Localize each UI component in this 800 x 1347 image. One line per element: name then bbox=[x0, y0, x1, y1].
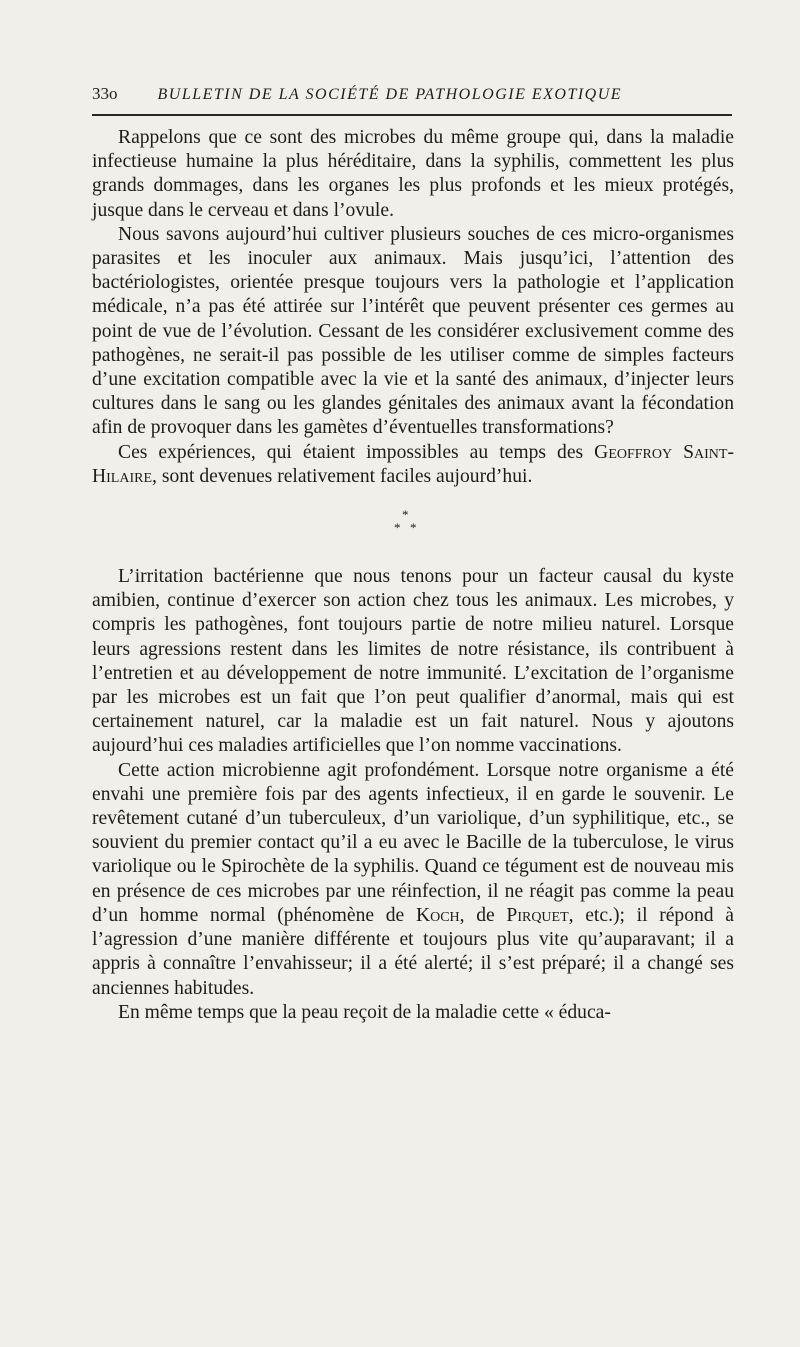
running-title: BULLETIN DE LA SOCIÉTÉ DE PATHOLOGIE EXOTIQUE bbox=[157, 86, 623, 103]
asterism-star: * bbox=[394, 520, 401, 536]
author-name: Geoffroy Saint-Hilaire bbox=[92, 441, 734, 487]
paragraph-text: Ces expériences, qui étaient impossibles au temps des bbox=[118, 441, 595, 463]
paragraph-text: , sont devenues relativement faciles aujourd’hui. bbox=[152, 465, 533, 487]
author-name: Koch bbox=[415, 904, 460, 926]
paragraph: En même temps que la peau reçoit de la maladie cette « éduca- bbox=[118, 1001, 611, 1023]
paragraph-text: Cette action microbienne agit profondément. Lorsque notre organisme a été envahi une première fois par des agents infectieux, il en garde le souvenir. Le revêtement cutané d’un tuberculeux, d’un variolique, d’un syphilitique, etc., se souvient du premier contact qu’il a eu avec le Bacille de la tuberculose, le virus variolique ou le Spirochète de la syphilis. Quand ce tégument est de nouveau mis en présence de ces microbes par une réinfection, il ne réagit pas comme la peau d’un homme normal (phénomène de bbox=[92, 759, 734, 926]
author-name: Pirquet bbox=[506, 904, 569, 926]
paragraph bbox=[92, 441, 734, 489]
running-header bbox=[92, 84, 732, 104]
paragraph bbox=[92, 759, 734, 1001]
asterism-star: * bbox=[410, 520, 417, 536]
body-text bbox=[92, 126, 734, 1025]
paragraph-text: , etc.); il répond à l’agression d’une manière différente et toujours plus vite qu’auparavant; il a appris à connaître l’envahisseur; il a été alerté; il s’est préparé; il a changé ses anciennes habitudes. bbox=[92, 904, 734, 999]
section-separator bbox=[92, 489, 734, 565]
paragraph: Nous savons aujourd’hui cultiver plusieurs souches de ces micro-organismes parasites et les inoculer aux animaux. Mais jusqu’ici, l’attention des bactériologistes, orientée presque toujours vers la pathologie et l’application médicale, n’a pas été attirée sur l’intérêt que peuvent présenter ces germes au point de vue de l’évolution. Cessant de les considérer exclusivement comme des pathogènes, ne serait-il pas possible de les utiliser comme de simples facteurs d’une excitation compatible avec la vie et la santé des animaux, d’injecter leurs cultures dans le sang ou les glandes génitales des animaux avant la fécondation afin de provoquer dans les gamètes d’éventuelles transformations? bbox=[92, 223, 734, 439]
page-number: 33o bbox=[92, 84, 118, 103]
paragraph: L’irritation bactérienne que nous tenons pour un facteur causal du kyste amibien, continue d’exercer son action chez tous les animaux. Les microbes, y compris les pathogènes, font toujours partie de notre milieu naturel. Lorsque leurs agressions restent dans les limites de notre résistance, ils contribuent à l’entretien et au développement de notre immunité. L’excitation de l’organisme par les microbes est un fait que l’on peut qualifier d’anormal, mais qui est certainement naturel, car la maladie est un fait naturel. Nous y ajoutons aujourd’hui ces maladies artificielles que l’on nomme vaccinations. bbox=[92, 566, 734, 757]
paragraph-text: , de bbox=[459, 904, 507, 926]
header-rule bbox=[92, 114, 732, 116]
asterism-star: * bbox=[402, 507, 409, 523]
paragraph: Rappelons que ce sont des microbes du même groupe qui, dans la maladie infectieuse humaine la plus héréditaire, dans la syphilis, commettent les plus grands dommages, dans les organes les plus profonds et les mieux protégés, jusque dans le cerveau et dans l’ovule. bbox=[92, 127, 734, 221]
